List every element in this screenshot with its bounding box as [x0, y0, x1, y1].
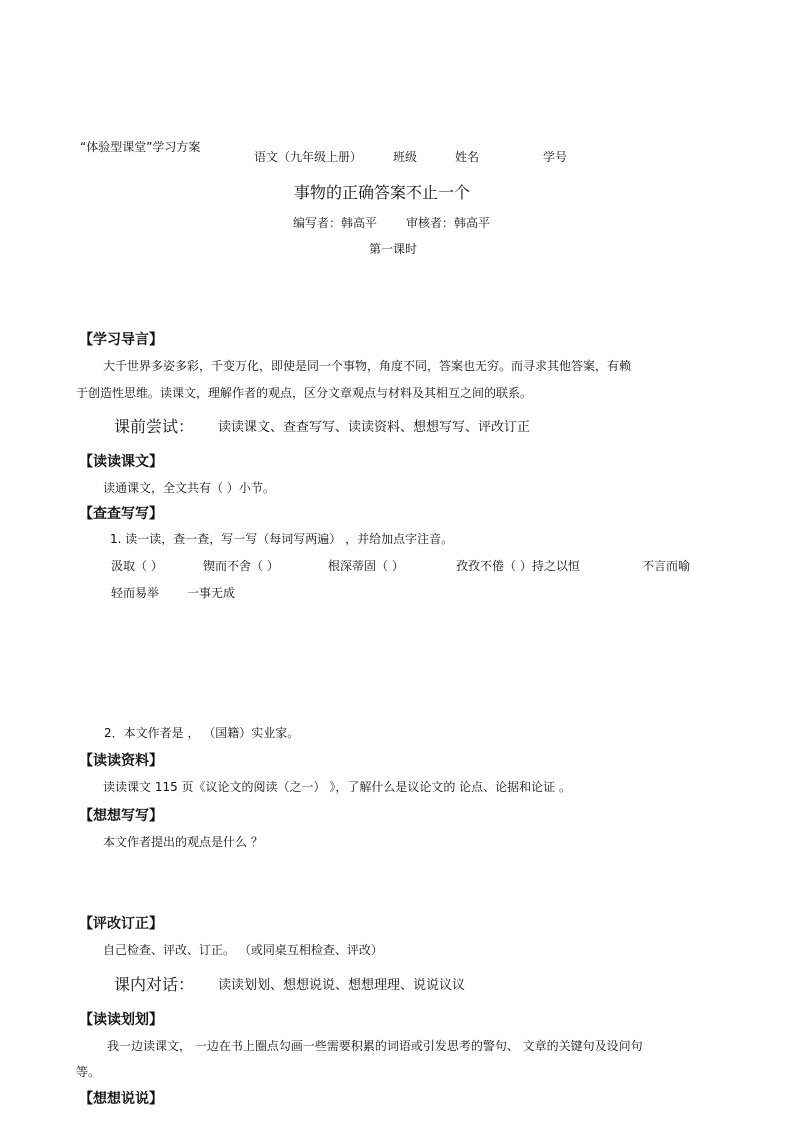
- read-text-body: 读通课文，全文共有（ ）小节。: [103, 481, 275, 495]
- in-class-label: 课内对话：: [114, 975, 195, 994]
- think-write-heading: 【想想写写】: [79, 808, 163, 824]
- check-write-heading: 【查查写写】: [79, 506, 163, 522]
- check-write-question-2: 2．本文作者是 ， （国籍）实业家。: [104, 726, 300, 740]
- read-material-body: 读读课文 115 页《议论文的阅读（之一） 》，了解什么是议论文的 论点、论据和论证 。: [103, 780, 571, 794]
- page-title: 事物的正确答案不止一个: [294, 183, 471, 202]
- subject-label: 语文（九年级上册）: [254, 150, 363, 164]
- read-mark-line-1: 我一边读课文， 一边在书上圈点勾画一些需要积累的词语或引发思考的警句、 文章的关键句及设问句: [107, 1039, 643, 1053]
- revise-body: 自己检查、评改、订正。 （或同桌互相检查、评改）: [103, 943, 383, 957]
- class-label: 班级: [393, 150, 418, 164]
- vocab-word: 一事无成: [187, 586, 236, 600]
- vocab-word: 汲取（ ）: [111, 559, 163, 573]
- reviewer-credit: 审核者：韩高平: [406, 216, 491, 230]
- program-label: “体验型课堂”学习方案: [80, 140, 201, 154]
- intro-line-2: 于创造性思维。读课文，理解作者的观点，区分文章观点与材料及其相互之间的联系。: [76, 386, 533, 400]
- read-text-heading: 【读读课文】: [79, 454, 163, 470]
- think-write-body: 本文作者提出的观点是什么 ？: [103, 835, 263, 849]
- vocab-word: 轻而易举: [111, 586, 160, 600]
- check-write-question-1: 1. 读一读，查一查，写一写（每词写两遍） ，并给加点字注音。: [110, 532, 454, 546]
- read-mark-line-2: 等。: [76, 1065, 101, 1079]
- intro-line-1: 大千世界多姿多彩，千变万化，即使是同一个事物，角度不同，答案也无穷。而寻求其他答案，有赖: [103, 359, 632, 373]
- read-mark-heading: 【读读划划】: [79, 1012, 163, 1028]
- student-id-label: 学号: [543, 150, 568, 164]
- intro-heading: 【学习导言】: [79, 332, 163, 348]
- vocab-word: 不言而喻: [642, 559, 691, 573]
- name-label: 姓名: [455, 150, 480, 164]
- vocab-word: 锲而不舍（ ）: [203, 559, 279, 573]
- lesson-label: 第一课时: [369, 242, 418, 256]
- editor-credit: 编写者：韩高平: [293, 216, 378, 230]
- in-class-items: 读读划划、想想说说、想想理理、说说议议: [218, 978, 466, 993]
- read-material-heading: 【读读资料】: [79, 753, 163, 769]
- vocab-word: 孜孜不倦（ ）持之以恒: [456, 559, 580, 573]
- revise-heading: 【评改订正】: [79, 916, 163, 932]
- pre-class-items: 读读课文、查查写写、读读资料、想想写写、评改订正: [218, 420, 531, 435]
- pre-class-label: 课前尝试：: [114, 417, 195, 436]
- vocab-word: 根深蒂固（ ）: [328, 559, 404, 573]
- think-say-heading: 【想想说说】: [79, 1091, 163, 1107]
